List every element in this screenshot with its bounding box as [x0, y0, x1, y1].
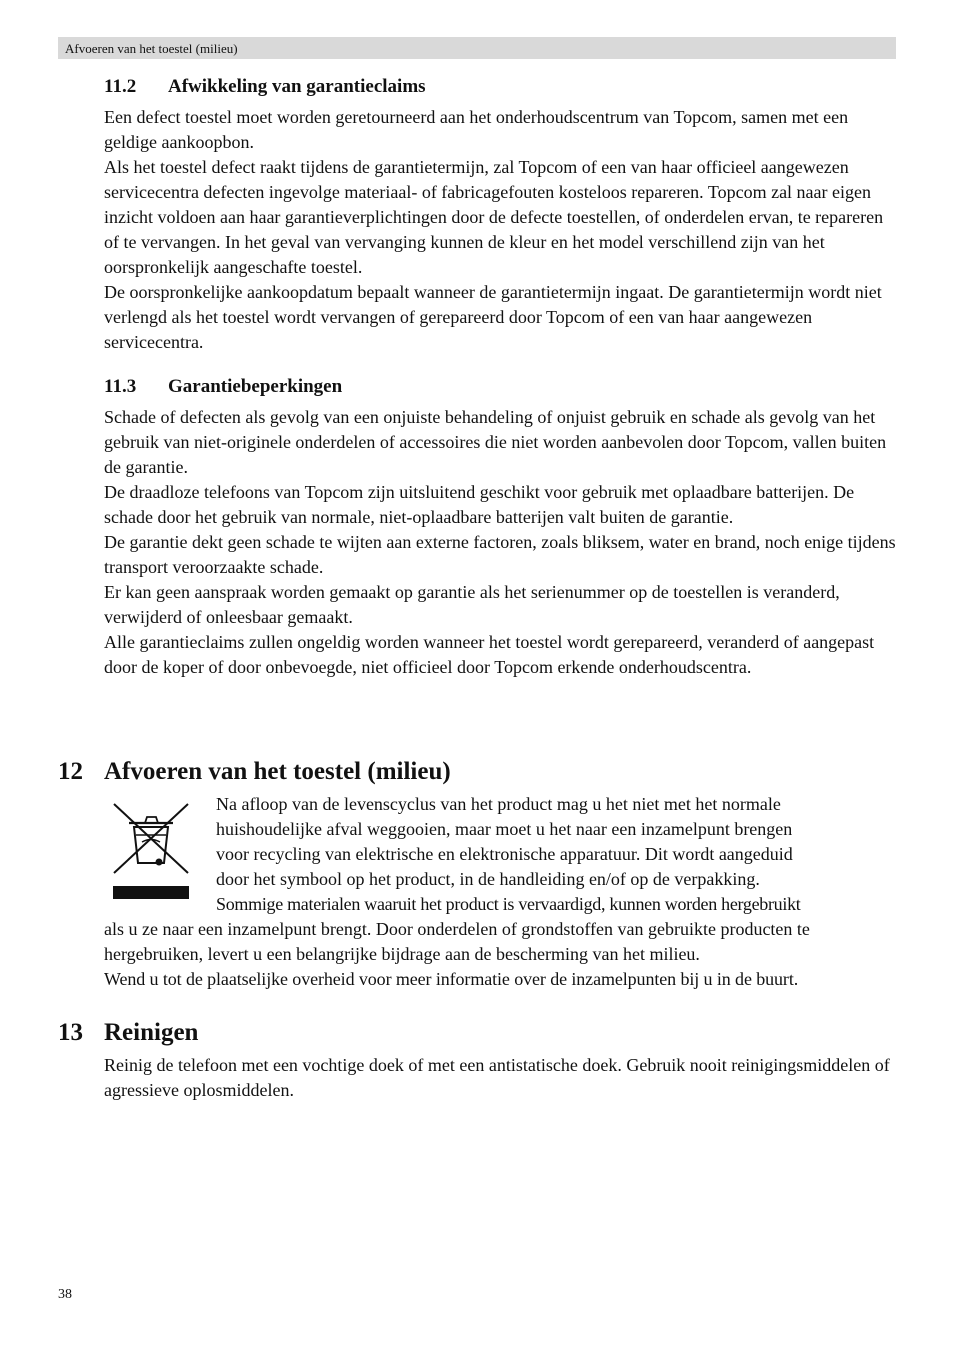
- section-title: Afvoeren van het toestel (milieu): [104, 758, 451, 785]
- paragraph: Wend u tot de plaatselijke overheid voor meer informatie over de inzamelpunten bij u in de buurt.: [104, 969, 799, 989]
- section-12-continuation: [104, 917, 899, 992]
- paragraph: De oorspronkelijke aankoopdatum bepaalt wanneer de garantietermijn ingaat. De garantietermijn wordt niet verlengd als het toestel wordt vervangen of gerepareerd door Topcom of een van haar aangewezen servicecentra.: [104, 282, 882, 352]
- section-number: 11.3: [104, 376, 137, 397]
- section-title: Afwikkeling van garantieclaims: [168, 76, 426, 97]
- paragraph: Schade of defecten als gevolg van een onjuiste behandeling of onjuist gebruik en schade als gevolg van het gebruik van niet-originele onderdelen of accessoires die niet worden aanbevolen door Topcom, vallen buiten de garantie.: [104, 407, 887, 477]
- section-number: 13: [58, 1019, 83, 1046]
- section-heading-12: [58, 757, 451, 787]
- paragraph: Alle garantieclaims zullen ongeldig worden wanneer het toestel wordt gerepareerd, veranderd of aangepast door de koper of door onbevoegde, niet officieel door Topcom erkende onderhoudscentra.: [104, 632, 875, 677]
- section-number: 11.2: [104, 76, 137, 97]
- section-11-2: [104, 75, 899, 355]
- section-12-text-beside-icon: [216, 792, 906, 917]
- text-line: Sommige materialen waaruit het product is vervaardigd, kunnen worden hergebruikt: [216, 894, 801, 914]
- section-number: 12: [58, 758, 83, 785]
- section-heading-11-2: [104, 75, 899, 99]
- paragraph: Als het toestel defect raakt tijdens de garantietermijn, zal Topcom of een van haar officieel aangewezen servicecentra defecten ingevolge materiaal- of fabricagefouten kosteloos repareren. Topcom zal naar eigen inzicht voldoen aan haar garantieverplichtingen door de defecte toestellen, of onderdelen ervan, te repareren of te vervangen. In het geval van vervanging kunnen de kleur en het model verschillend zijn van het oorspronkelijk aangeschafte toestel.: [104, 157, 884, 277]
- section-heading-13: [58, 1018, 198, 1048]
- section-13-body: [104, 1053, 899, 1103]
- paragraph: De garantie dekt geen schade te wijten aan externe factoren, zoals bliksem, water en brand, noch enige tijdens transport veroorzaakte schade.: [104, 532, 896, 577]
- text-line: huishoudelijke afval weggooien, maar moet u het naar een inzamelpunt brengen: [216, 819, 793, 839]
- paragraph: Een defect toestel moet worden geretourneerd aan het onderhoudscentrum van Topcom, samen met een geldige aankoopbon.: [104, 107, 849, 152]
- section-title: Reinigen: [104, 1019, 199, 1046]
- text-line: voor recycling van elektrische en elektronische apparatuur. Dit wordt aangeduid: [216, 844, 793, 864]
- paragraph: Reinig de telefoon met een vochtige doek of met een antistatische doek. Gebruik nooit reinigingsmiddelen of agressieve oplosmiddelen.: [104, 1055, 890, 1100]
- section-heading-11-3: [104, 375, 899, 399]
- paragraph: als u ze naar een inzamelpunt brengt. Door onderdelen of grondstoffen van gebruikte producten te hergebruiken, levert u een belangrijke bijdrage aan de bescherming van het milieu.: [104, 919, 810, 964]
- paragraph: Er kan geen aanspraak worden gemaakt op garantie als het serienummer op de toestellen is veranderd, verwijderd of onleesbaar gemaakt.: [104, 582, 840, 627]
- weee-crossed-bin-icon: [112, 801, 190, 901]
- section-title: Garantiebeperkingen: [168, 376, 343, 397]
- text-line: door het symbool op het product, in de handleiding en/of op de verpakking.: [216, 869, 760, 889]
- paragraph: De draadloze telefoons van Topcom zijn uitsluitend geschikt voor gebruik met oplaadbare batterijen. De schade door het gebruik van normale, niet-oplaadbare batterijen valt buiten de garantie.: [104, 482, 855, 527]
- text-line: Na afloop van de levenscyclus van het product mag u het niet met het normale: [216, 794, 781, 814]
- running-header: [58, 37, 896, 59]
- page-number: 38: [58, 1287, 72, 1302]
- section-11-3: [104, 375, 899, 680]
- running-header-title: Afvoeren van het toestel (milieu): [65, 41, 238, 56]
